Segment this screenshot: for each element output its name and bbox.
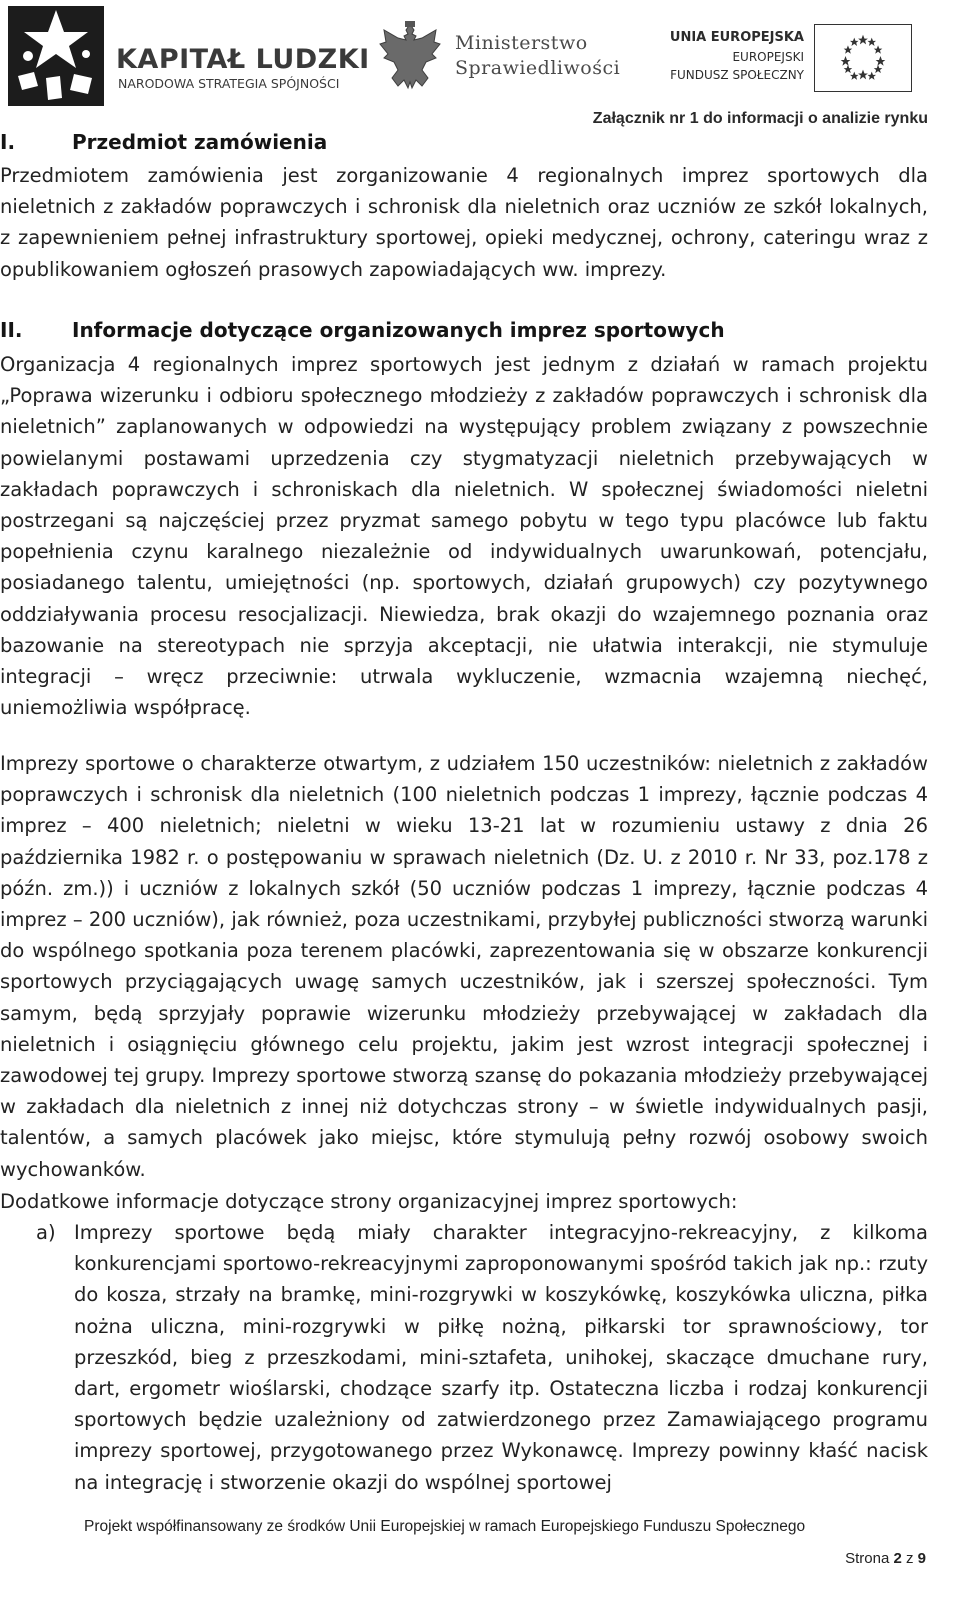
eu-fund-line1: EUROPEJSKI bbox=[732, 50, 804, 64]
section-2-paragraph-1: Organizacja 4 regionalnych imprez sportowych jest jednym z działań w ramach projektu „Poprawa wizerunku i odbioru społecznego młodzieży z zakładów poprawczych i schronisk dla nieletnich” zaplanowanych w odpowiedzi na występujący problem związany z powszechnie powielanymi postawami uprzedzenia czy stygmatyzacji nieletnich przebywających w zakładach poprawczych i schroniskach dla nieletnich. W społecznej świadomości nieletni postrzegani są najczęściej przez pryzmat samego pobytu w tego typu placówce lub faktu popełnienia czynu karalnego niezależnie od indywidualnych uwarunkowań, potencjału, posiadanego talentu, umiejętności (np. sportowych, działań grupowych) czy pozytywnego oddziaływania procesu resocjalizacji. Niewiedza, brak okazji do wzajemnego poznania oraz bazowanie na stereotypach nie sprzyja akceptacji, nie ułatwia interakcji, nie stymuluje integracji – wręcz przeciwnie: utrwala wykluczenie, wzmacnia wzajemną niechęć, uniemożliwia współpracę. bbox=[0, 353, 928, 720]
list-item-marker: a) bbox=[36, 1221, 56, 1244]
section-1-title: Przedmiot zamówienia bbox=[72, 130, 328, 154]
kapital-ludzki-title: KAPITAŁ LUDZKI bbox=[116, 44, 370, 75]
kapital-ludzki-logo bbox=[8, 6, 370, 106]
page-number bbox=[845, 1550, 926, 1567]
page-of: z bbox=[905, 1550, 914, 1567]
page-total: 9 bbox=[917, 1550, 926, 1567]
kapital-ludzki-emblem-icon bbox=[8, 6, 104, 106]
section-2-title: Informacje dotyczące organizowanych imprez sportowych bbox=[72, 318, 725, 342]
eu-logo bbox=[669, 24, 912, 94]
ministry-name-line1: Ministerstwo bbox=[455, 32, 588, 54]
section-2-paragraph-3: Dodatkowe informacje dotyczące strony organizacyjnej imprez sportowych: bbox=[0, 1190, 738, 1213]
section-1-text: Przedmiotem zamówienia jest zorganizowanie 4 regionalnych imprez sportowych dla nieletnich z zakładów poprawczych i schronisk dla nieletnich oraz uczniów ze szkół lokalnych, z zapewnieniem pełnej infrastruktury sportowej, opieki medycznej, ochrony, cateringu wraz z opublikowaniem ogłoszeń prasowych zapowiadających ww. imprezy. bbox=[0, 164, 928, 281]
list-item-text: Imprezy sportowe będą miały charakter integracyjno-rekreacyjny, z kilkoma konkurencjami sportowo-rekreacyjnymi zaproponowanymi spośród takich jak np.: rzuty do kosza, strzały na bramkę, mini-rozgrywki w koszykówkę, koszykówka uliczna, piłka nożna uliczna, mini-rozgrywki w piłkę nożną, piłkarski tor sprawnościowy, tor przeszkód, bieg z przeszkodami, mini-sztafeta, unihokej, skaczące dmuchane rury, dart, ergometr wioślarski, chodzące szarfy itp. Ostateczna liczba i rodzaj konkurencji sportowych będzie uzależniony od zatwierdzonego przez Zamawiającego programu imprezy sportowej, przygotowanego przez Wykonawcę. Imprezy powinny kłaść nacisk na integrację i stworzenie okazji do wspólnej sportowej bbox=[74, 1221, 928, 1494]
eu-fund-line2: FUNDUSZ SPOŁECZNY bbox=[670, 68, 804, 82]
ministry-name-line2: Sprawiedliwości bbox=[455, 57, 621, 79]
section-1-number: I. bbox=[0, 130, 16, 154]
eu-title: UNIA EUROPEJSKA bbox=[669, 30, 804, 45]
section-2-number: II. bbox=[0, 318, 23, 342]
kapital-ludzki-subtitle: NARODOWA STRATEGIA SPÓJNOŚCI bbox=[118, 76, 340, 91]
section-2-heading bbox=[0, 318, 725, 342]
eu-flag-icon bbox=[814, 24, 912, 92]
ministry-logo bbox=[378, 20, 628, 95]
section-1-heading bbox=[0, 130, 327, 154]
list-item bbox=[36, 1217, 928, 1498]
page-current: 2 bbox=[893, 1550, 902, 1567]
page-label: Strona bbox=[845, 1550, 890, 1567]
section-2-paragraph-2: Imprezy sportowe o charakterze otwartym, z udziałem 150 uczestników: nieletnich z zakładów poprawczych i schronisk dla nieletnich (100 nieletnich podczas 1 imprezy, łącznie podczas 4 imprez – 400 nieletnich; nieletni w wieku 13-21 lat w rozumieniu ustawy z dnia 26 października 1982 r. o postępowaniu w sprawach nieletnich (Dz. U. z 2010 r. Nr 33, poz.178 z późn. zm.)) i uczniów z lokalnych szkół (50 uczniów podczas 1 imprezy, łącznie podczas 4 imprez – 200 uczniów), jak również, poza uczestnikami, przybyłej publiczności stworzą warunki do wspólnego spotkania poza terenem placówki, zaprezentowania się w obszarze konkurencji sportowych przyciągających uwagę samych uczestników, jak i szerszej społeczności. Tym samym, będą sprzyjały poprawie wizerunku młodzieży przebywającej w zakładach dla nieletnich i osiągnięciu głównego celu projektu, jakim jest wzrost integracji społecznej i zawodowej tej grupy. Imprezy sportowe stworzą szansę do pokazania młodzieży przebywającej w zakładach dla nieletnich z innej niż dotychczas strony – w świetle indywidualnych pasji, talentów, a samych placówek jako miejsc, które stymulują pełny rozwój osobowy swoich wychowanków. bbox=[0, 752, 928, 1181]
footer-cofinancing-note: Projekt współfinansowany ze środków Unii Europejskiej w ramach Europejskiego Funduszu Społecznego bbox=[84, 1518, 806, 1535]
annex-label: Załącznik nr 1 do informacji o analizie rynku bbox=[592, 110, 928, 127]
eagle-emblem-icon bbox=[378, 20, 442, 92]
